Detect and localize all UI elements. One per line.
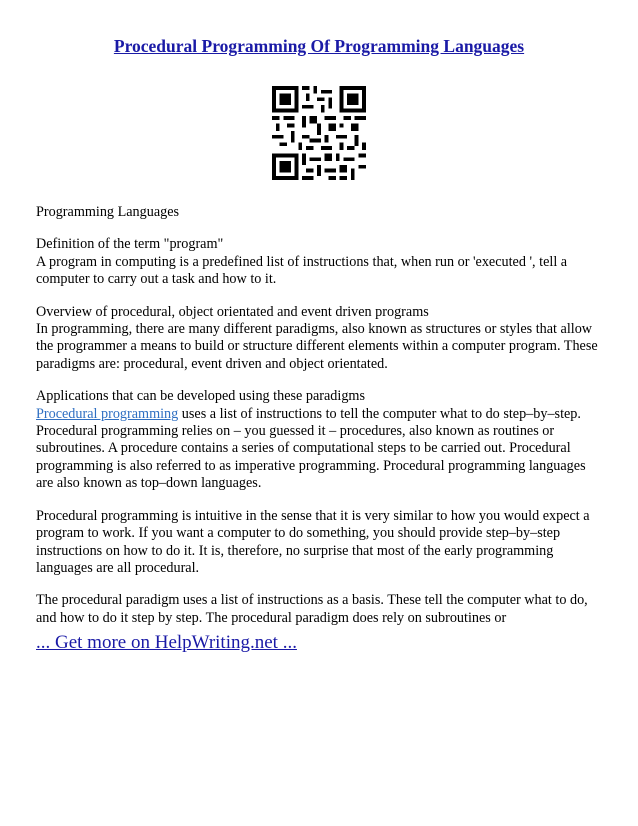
paragraph-heading: Definition of the term "program" (36, 236, 224, 253)
paragraph-heading: Overview of procedural, object orientated and event driven programs (36, 303, 429, 320)
paragraph-intuitive: Procedural programming is intuitive in the sense that it is very similar to how you would expect a program to work. If you want a computer to do something, you should provide step–by–step instructions on how to do it. It is, therefore, no surprise that most of the early programming languages are all procedural. (36, 507, 590, 576)
page-title[interactable]: Procedural Programming Of Programming Languages (113, 36, 525, 56)
paragraph-text: uses a list of instructions to tell the computer what to do step–by–step. Procedural programming relies on – you guessed it – procedures, also known as routines or subroutines. A procedure contains a series of computational steps to be carried out. Procedural programming is also referred to as imperative programming. Procedural programming languages are also known as top–down languages. (36, 405, 586, 492)
document-body (36, 204, 606, 642)
qr-code-icon (272, 86, 366, 180)
section-heading: Programming Languages (36, 204, 180, 220)
paragraph-heading: Applications that can be developed using these paradigms (36, 388, 365, 405)
paragraph-text: A program in computing is a predefined list of instructions that, when run or 'executed ', tell a computer to carry out a task and how to it. (36, 253, 568, 288)
paragraph-overview (36, 304, 606, 374)
get-more-link[interactable]: ... Get more on HelpWriting.net ... (36, 632, 297, 653)
paragraph-applications (36, 388, 606, 492)
paragraph-text: In programming, there are many different paradigms, also known as structures or styles that allow the programmer a means to build or structure different elements within a computer program. These paradigms are: procedural, event driven and object orientated. (36, 321, 598, 372)
procedural-programming-link[interactable]: Procedural programming (36, 405, 179, 422)
paragraph-definition (36, 236, 606, 288)
paragraph-paradigm: The procedural paradigm uses a list of instructions as a basis. These tell the computer what to do, and how to do it step by step. The procedural paradigm does rely on subroutines or (36, 592, 588, 626)
